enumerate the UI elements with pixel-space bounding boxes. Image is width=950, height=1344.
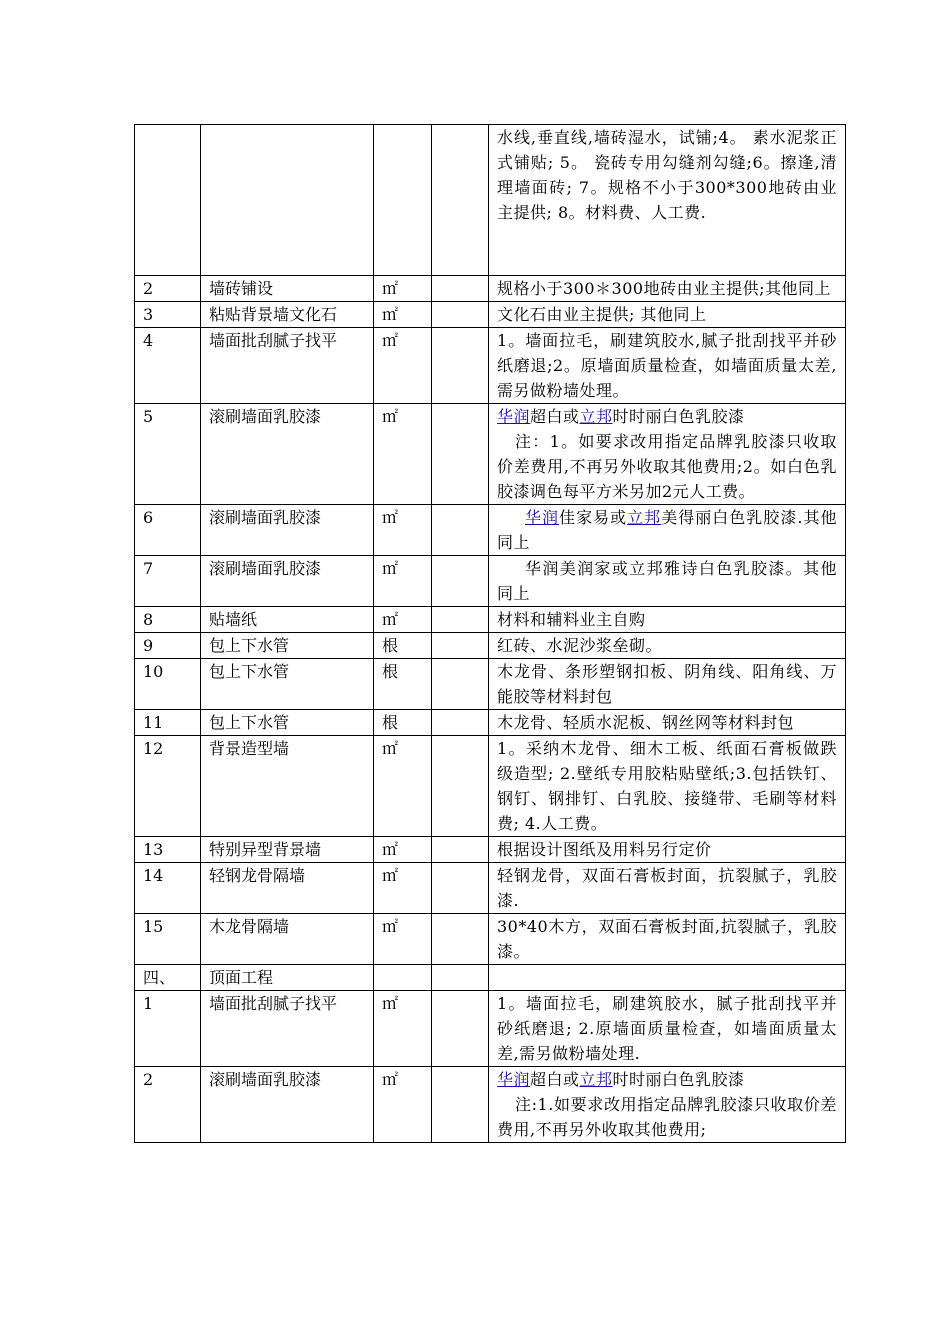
quantity bbox=[432, 276, 489, 302]
table-row bbox=[135, 710, 846, 736]
brand-link-huarun[interactable]: 华润 bbox=[497, 1070, 531, 1089]
brand-link-libang[interactable]: 立邦 bbox=[579, 1070, 613, 1089]
row-number: 11 bbox=[135, 710, 201, 736]
item-name: 滚刷墙面乳胶漆 bbox=[201, 556, 374, 607]
quote-table bbox=[134, 124, 846, 1143]
brand-link-libang[interactable]: 立邦 bbox=[579, 407, 613, 426]
brand-link-huarun[interactable]: 华润 bbox=[497, 407, 531, 426]
unit: ㎡ bbox=[374, 607, 432, 633]
quantity bbox=[432, 556, 489, 607]
description: 红砖、水泥沙浆垒砌。 bbox=[489, 633, 846, 659]
table-row bbox=[135, 863, 846, 914]
row-number: 10 bbox=[135, 659, 201, 710]
item-name: 贴墙纸 bbox=[201, 607, 374, 633]
unit: ㎡ bbox=[374, 991, 432, 1067]
table-row bbox=[135, 914, 846, 965]
description: 1。采纳木龙骨、细木工板、纸面石膏板做跌级造型; 2.壁纸专用胶粘贴壁纸;3.包括铁钉、钢钉、钢排钉、白乳胶、接缝带、毛刷等材料费; 4.人工费。 bbox=[489, 736, 846, 837]
description-note: 注：1。如要求改用指定品牌乳胶漆只收取价差费用,不再另外收取其他费用;2。如白色乳胶漆调色每平方米另加2元人工费。 bbox=[497, 432, 837, 501]
quantity bbox=[432, 302, 489, 328]
table-row bbox=[135, 1067, 846, 1143]
row-number: 2 bbox=[135, 1067, 201, 1143]
description-text: 超白或 bbox=[530, 407, 580, 426]
description bbox=[489, 1067, 846, 1143]
item-name: 墙面批刮腻子找平 bbox=[201, 328, 374, 404]
item-name: 滚刷墙面乳胶漆 bbox=[201, 404, 374, 505]
row-number: 7 bbox=[135, 556, 201, 607]
row-number: 12 bbox=[135, 736, 201, 837]
unit: 根 bbox=[374, 633, 432, 659]
item-name: 墙砖铺设 bbox=[201, 276, 374, 302]
row-number: 13 bbox=[135, 837, 201, 863]
unit bbox=[374, 125, 432, 276]
row-number bbox=[135, 125, 201, 276]
description: 轻钢龙骨，双面石膏板封面，抗裂腻子，乳胶漆. bbox=[489, 863, 846, 914]
table-row bbox=[135, 633, 846, 659]
quantity bbox=[432, 863, 489, 914]
description-note: 注:1.如要求改用指定品牌乳胶漆只收取价差费用,不再另外收取其他费用; bbox=[497, 1095, 837, 1139]
quantity bbox=[432, 736, 489, 837]
item-name: 墙面批刮腻子找平 bbox=[201, 991, 374, 1067]
quantity bbox=[432, 991, 489, 1067]
row-number: 1 bbox=[135, 991, 201, 1067]
description-text: 时时丽白色乳胶漆 bbox=[612, 1070, 745, 1089]
description-text: 佳家易或 bbox=[559, 508, 628, 527]
description: 1。墙面拉毛，刷建筑胶水，腻子批刮找平并砂纸磨退; 2.原墙面质量检查，如墙面质量太差,需另做粉墙处理. bbox=[489, 991, 846, 1067]
item-name bbox=[201, 125, 374, 276]
item-name: 包上下水管 bbox=[201, 659, 374, 710]
description: 1。墙面拉毛，刷建筑胶水,腻子批刮找平并砂纸磨退;2。原墙面质量检查，如墙面质量太差,需另做粉墙处理。 bbox=[489, 328, 846, 404]
row-number: 15 bbox=[135, 914, 201, 965]
table-row bbox=[135, 302, 846, 328]
item-name: 粘贴背景墙文化石 bbox=[201, 302, 374, 328]
description-text: 超白或 bbox=[530, 1070, 580, 1089]
description-text: 美得丽白色乳胶漆.其他同上 bbox=[497, 508, 837, 552]
unit bbox=[374, 965, 432, 991]
quantity bbox=[432, 505, 489, 556]
unit: ㎡ bbox=[374, 505, 432, 556]
row-number: 9 bbox=[135, 633, 201, 659]
table-row bbox=[135, 736, 846, 837]
unit: ㎡ bbox=[374, 276, 432, 302]
unit: ㎡ bbox=[374, 863, 432, 914]
item-name: 木龙骨隔墙 bbox=[201, 914, 374, 965]
item-name: 滚刷墙面乳胶漆 bbox=[201, 1067, 374, 1143]
quantity bbox=[432, 965, 489, 991]
description: 根据设计图纸及用料另行定价 bbox=[489, 837, 846, 863]
row-number: 5 bbox=[135, 404, 201, 505]
description: 文化石由业主提供; 其他同上 bbox=[489, 302, 846, 328]
table-row bbox=[135, 556, 846, 607]
item-name: 包上下水管 bbox=[201, 633, 374, 659]
row-number: 6 bbox=[135, 505, 201, 556]
description: 水线,垂直线,墙砖湿水，试铺;4。 素水泥浆正式铺贴; 5。 瓷砖专用勾缝剂勾缝;6。擦逢,清理墙面砖; 7。规格不小于300*300地砖由业主提供; 8。材料费、人工费. bbox=[489, 125, 846, 276]
brand-link-libang[interactable]: 立邦 bbox=[627, 508, 662, 527]
quantity bbox=[432, 328, 489, 404]
table-row bbox=[135, 505, 846, 556]
quantity bbox=[432, 607, 489, 633]
table-row bbox=[135, 607, 846, 633]
unit: ㎡ bbox=[374, 1067, 432, 1143]
description: 华润美润家或立邦雅诗白色乳胶漆。其他同上 bbox=[489, 556, 846, 607]
unit: ㎡ bbox=[374, 837, 432, 863]
table-row bbox=[135, 837, 846, 863]
table-row bbox=[135, 328, 846, 404]
description: 木龙骨、条形塑钢扣板、阴角线、阳角线、万能胶等材料封包 bbox=[489, 659, 846, 710]
unit: ㎡ bbox=[374, 914, 432, 965]
quantity bbox=[432, 837, 489, 863]
unit: 根 bbox=[374, 659, 432, 710]
unit: ㎡ bbox=[374, 302, 432, 328]
description: 木龙骨、轻质水泥板、钢丝网等材料封包 bbox=[489, 710, 846, 736]
unit: ㎡ bbox=[374, 404, 432, 505]
quantity bbox=[432, 1067, 489, 1143]
item-name: 滚刷墙面乳胶漆 bbox=[201, 505, 374, 556]
unit: ㎡ bbox=[374, 328, 432, 404]
description: 30*40木方，双面石膏板封面,抗裂腻子，乳胶漆。 bbox=[489, 914, 846, 965]
quantity bbox=[432, 633, 489, 659]
quantity bbox=[432, 659, 489, 710]
brand-link-huarun[interactable]: 华润 bbox=[525, 508, 560, 527]
section-number: 四、 bbox=[135, 965, 201, 991]
item-name: 特别异型背景墙 bbox=[201, 837, 374, 863]
description bbox=[489, 404, 846, 505]
unit: ㎡ bbox=[374, 736, 432, 837]
description-text: 时时丽白色乳胶漆 bbox=[612, 407, 745, 426]
row-number: 3 bbox=[135, 302, 201, 328]
row-number: 2 bbox=[135, 276, 201, 302]
table-row bbox=[135, 659, 846, 710]
table-row bbox=[135, 125, 846, 276]
row-number: 8 bbox=[135, 607, 201, 633]
item-name: 轻钢龙骨隔墙 bbox=[201, 863, 374, 914]
section-row bbox=[135, 965, 846, 991]
quantity bbox=[432, 914, 489, 965]
item-name: 包上下水管 bbox=[201, 710, 374, 736]
quantity bbox=[432, 710, 489, 736]
table-row bbox=[135, 991, 846, 1067]
table-row bbox=[135, 404, 846, 505]
description: 材料和辅料业主自购 bbox=[489, 607, 846, 633]
row-number: 14 bbox=[135, 863, 201, 914]
unit: 根 bbox=[374, 710, 432, 736]
description bbox=[489, 505, 846, 556]
quantity bbox=[432, 125, 489, 276]
section-title: 顶面工程 bbox=[201, 965, 374, 991]
table-row bbox=[135, 276, 846, 302]
row-number: 4 bbox=[135, 328, 201, 404]
quantity bbox=[432, 404, 489, 505]
unit: ㎡ bbox=[374, 556, 432, 607]
item-name: 背景造型墙 bbox=[201, 736, 374, 837]
description: 规格小于300＊300地砖由业主提供;其他同上 bbox=[489, 276, 846, 302]
description bbox=[489, 965, 846, 991]
